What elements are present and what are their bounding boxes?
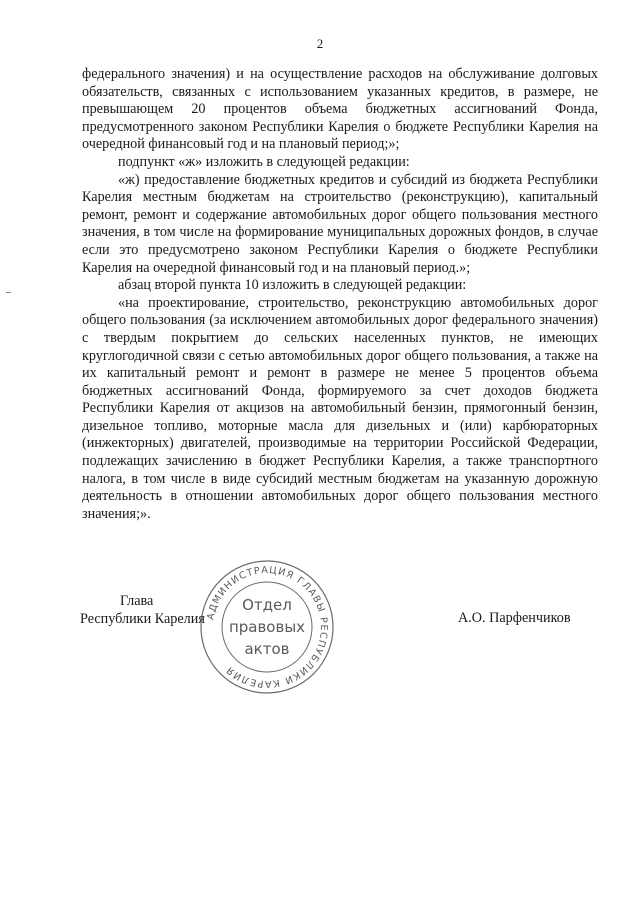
paragraph-1: федерального значения) и на осуществление расходов на обслуживание долговых обязательств, связанных с использованием указанных кредитов, в размере, не превышающем 20 процентов объема бюджетных ассигнований Фонда, предусмотренного законом Республики Карелия о бюджете Республики Карелия на очередной финансовый год и на плановый период;»; xyxy=(82,66,598,153)
paragraph-2: подпункт «ж» изложить в следующей редакции: xyxy=(118,153,410,170)
signatory-name: А.О. Парфенчиков xyxy=(458,610,571,626)
official-stamp xyxy=(198,558,336,696)
stamp-center-line2: правовых xyxy=(228,618,306,636)
signatory-title-line2: Республики Карелия xyxy=(80,611,205,627)
paragraph-4: абзац второй пункта 10 изложить в следующей редакции: xyxy=(118,277,467,294)
stamp-center-line1: Отдел xyxy=(242,596,292,614)
document-body xyxy=(82,66,598,523)
page-number: 2 xyxy=(316,36,324,51)
signatory-title-line1: Глава xyxy=(120,593,154,609)
margin-mark xyxy=(6,292,11,293)
stamp-center-line3: актов xyxy=(244,640,290,658)
paragraph-3: «ж) предоставление бюджетных кредитов и субсидий из бюджета Республики Карелия местным бюджетам на строительство (реконструкцию), капитальный ремонт, ремонт и содержание автомобильных дорог общего пользования местного значения, в том числе на формирование муниципальных дорожных фондов, в случае если это предусмотрено законом Республики Карелия о бюджете Республики Карелия на очередной финансовый год и на плановый период.»; xyxy=(82,171,598,276)
stamp-ring-text: АДМИНИСТРАЦИЯ ГЛАВЫ РЕСПУБЛИКИ КАРЕЛИЯ xyxy=(205,564,330,690)
paragraph-5: «на проектирование, строительство, реконструкцию автомобильных дорог общего пользования (за исключением автомобильных дорог федерального значения) с твердым покрытием до сельских населенных пунктов, не имеющих круглогодичной связи с сетью автомобильных дорог общего пользования, а также на их капитальный ремонт и ремонт в размере не менее 5 процентов объема бюджетных ассигнований Фонда, формируемого за счет доходов бюджета Республики Карелия от акцизов на автомобильный бензин, прямогонный бензин, дизельное топливо, моторные масла для дизельных и (или) карбюраторных (инжекторных) двигателей, производимые на территории Российской Федерации, подлежащих зачислению в бюджет Республики Карелия, а также транспортного налога, в том числе в виде субсидий местным бюджетам на указанную дорожную деятельность в отношении автомобильных дорог общего пользования местного значения;». xyxy=(82,294,598,522)
